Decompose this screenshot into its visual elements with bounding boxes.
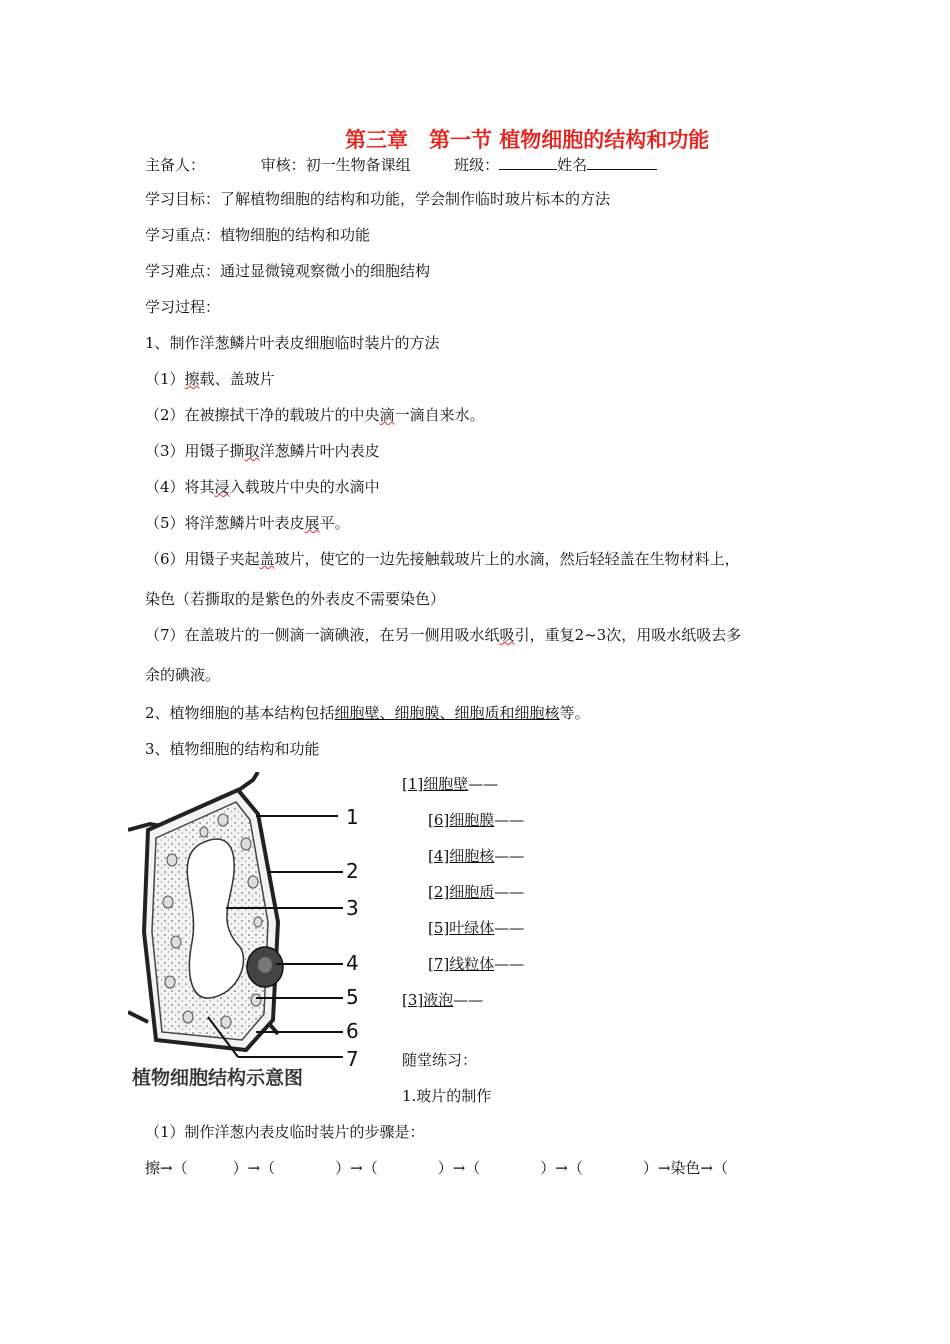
preparer-label: 主备人： xyxy=(145,156,206,174)
step-5-text-a: （5）将洋葱鳞片叶表皮 xyxy=(145,514,305,532)
step-3-text-a: （3）用镊子撕 xyxy=(145,442,245,460)
plant-cell-diagram xyxy=(128,772,388,1090)
legend-dash: —— xyxy=(494,883,525,901)
label-1: 1 xyxy=(346,805,359,829)
step-7-text-b: 引，重复2~3次，用吸水纸吸去多 xyxy=(514,626,742,644)
meta-line xyxy=(145,155,657,175)
step-1-key: 擦 xyxy=(184,370,200,388)
section2-text-a: 2、植物细胞的基本结构包括 xyxy=(145,704,335,722)
reviewer-label: 审核：初一生物备课组 xyxy=(260,156,411,174)
step-7 xyxy=(145,625,741,645)
label-5: 5 xyxy=(346,985,359,1009)
difficulty: 学习难点：通过显微镜观察微小的细胞结构 xyxy=(145,262,431,280)
step-6-key: 盖 xyxy=(259,550,275,568)
legend-name: 液泡 xyxy=(423,991,454,1009)
practice-sequence: 擦→（ ）→（ ）→（ ）→（ ）→（ ）→染色→（ xyxy=(145,1159,728,1177)
legend-name: 线粒体 xyxy=(449,955,495,973)
label-7: 7 xyxy=(346,1047,359,1071)
name-blank[interactable] xyxy=(587,155,657,170)
legend-item-cell-wall xyxy=(402,774,498,794)
step-3-text-b: 洋葱鳞片叶内表皮 xyxy=(259,442,380,460)
step-4-text-b: 入载玻片中央的水滴中 xyxy=(229,478,380,496)
step-4-key: 浸 xyxy=(214,478,230,496)
legend-dash: —— xyxy=(494,919,525,937)
step-7-key: 吸 xyxy=(499,626,515,644)
section3-heading: 3、植物细胞的结构和功能 xyxy=(145,740,320,758)
legend-num: [2] xyxy=(428,883,450,901)
neighbor-wall xyxy=(128,1012,148,1022)
step-4-text-a: （4）将其 xyxy=(145,478,215,496)
step-5-key: 展 xyxy=(304,514,320,532)
step-5-text-b: 平。 xyxy=(319,514,350,532)
step-7-cont: 余的碘液。 xyxy=(145,666,221,684)
legend-name: 细胞壁 xyxy=(423,775,469,793)
legend-item-cell-membrane xyxy=(428,810,524,830)
step-1-text: 载、盖玻片 xyxy=(199,370,275,388)
legend-dash: —— xyxy=(468,775,499,793)
step-3 xyxy=(145,441,380,461)
step-6-text-a: （6）用镊子夹起 xyxy=(145,550,260,568)
step-7-text-a: （7）在盖玻片的一侧滴一滴碘液，在另一侧用吸水纸 xyxy=(145,626,500,644)
goals: 学习目标：了解植物细胞的结构和功能，学会制作临时玻片标本的方法 xyxy=(145,190,611,208)
legend-num: [3] xyxy=(402,991,424,1009)
step-2-text-b: 一滴自来水。 xyxy=(394,406,485,424)
label-6: 6 xyxy=(346,1019,359,1043)
legend-dash: —— xyxy=(494,811,525,829)
name-label: 姓名 xyxy=(557,156,588,174)
label-2: 2 xyxy=(346,859,359,883)
legend-dash: —— xyxy=(494,847,525,865)
nucleolus xyxy=(258,957,272,973)
step-2 xyxy=(145,405,485,425)
label-3: 3 xyxy=(346,896,359,920)
legend-item-nucleus xyxy=(428,846,524,866)
practice-item-1: 1.玻片的制作 xyxy=(402,1087,492,1105)
page-title: 第三章 第一节 植物细胞的结构和功能 xyxy=(345,128,710,152)
legend-name: 叶绿体 xyxy=(449,919,495,937)
step-6 xyxy=(145,549,740,569)
legend-dash: —— xyxy=(494,955,525,973)
plant-cell-svg xyxy=(128,772,388,1090)
legend-num: [7] xyxy=(428,955,450,973)
legend-item-chloroplast xyxy=(428,918,524,938)
section2-text-b: 等。 xyxy=(559,704,590,722)
step-2-text-a: （2）在被擦拭干净的载玻片的中央 xyxy=(145,406,380,424)
legend-num: [1] xyxy=(402,775,424,793)
practice-question-1: （1）制作洋葱内表皮临时装片的步骤是： xyxy=(145,1123,425,1141)
key-points: 学习重点：植物细胞的结构和功能 xyxy=(145,226,371,244)
process-heading: 学习过程： xyxy=(145,298,221,316)
step-5 xyxy=(145,513,350,533)
practice-heading: 随堂练习： xyxy=(402,1051,478,1069)
step-2-key: 滴 xyxy=(379,406,395,424)
step-4 xyxy=(145,477,380,497)
label-4: 4 xyxy=(346,951,359,975)
class-blank[interactable] xyxy=(499,155,557,170)
legend-item-vacuole xyxy=(402,990,483,1010)
legend-name: 细胞膜 xyxy=(449,811,495,829)
diagram-caption: 植物细胞结构示意图 xyxy=(132,1067,304,1089)
step-1 xyxy=(145,369,275,389)
legend-num: [5] xyxy=(428,919,450,937)
class-label: 班级： xyxy=(454,156,500,174)
step-6-cont: 染色（若撕取的是紫色的外表皮不需要染色） xyxy=(145,590,446,608)
section1-heading: 1、制作洋葱鳞片叶表皮细胞临时装片的方法 xyxy=(145,334,440,352)
step-1-num: （1） xyxy=(145,370,185,388)
section2 xyxy=(145,703,590,723)
legend-num: [4] xyxy=(428,847,450,865)
legend-item-cytoplasm xyxy=(428,882,524,902)
step-3-key: 取 xyxy=(244,442,260,460)
step-6-text-b: 玻片，使它的一边先接触载玻片上的水滴，然后轻轻盖在生物材料上， xyxy=(274,550,740,568)
legend-item-mitochondria xyxy=(428,954,524,974)
legend-name: 细胞核 xyxy=(449,847,495,865)
legend-name: 细胞质 xyxy=(449,883,495,901)
section2-answer: 细胞壁、细胞膜、细胞质和细胞核 xyxy=(334,704,560,722)
legend-num: [6] xyxy=(428,811,450,829)
legend-dash: —— xyxy=(453,991,484,1009)
